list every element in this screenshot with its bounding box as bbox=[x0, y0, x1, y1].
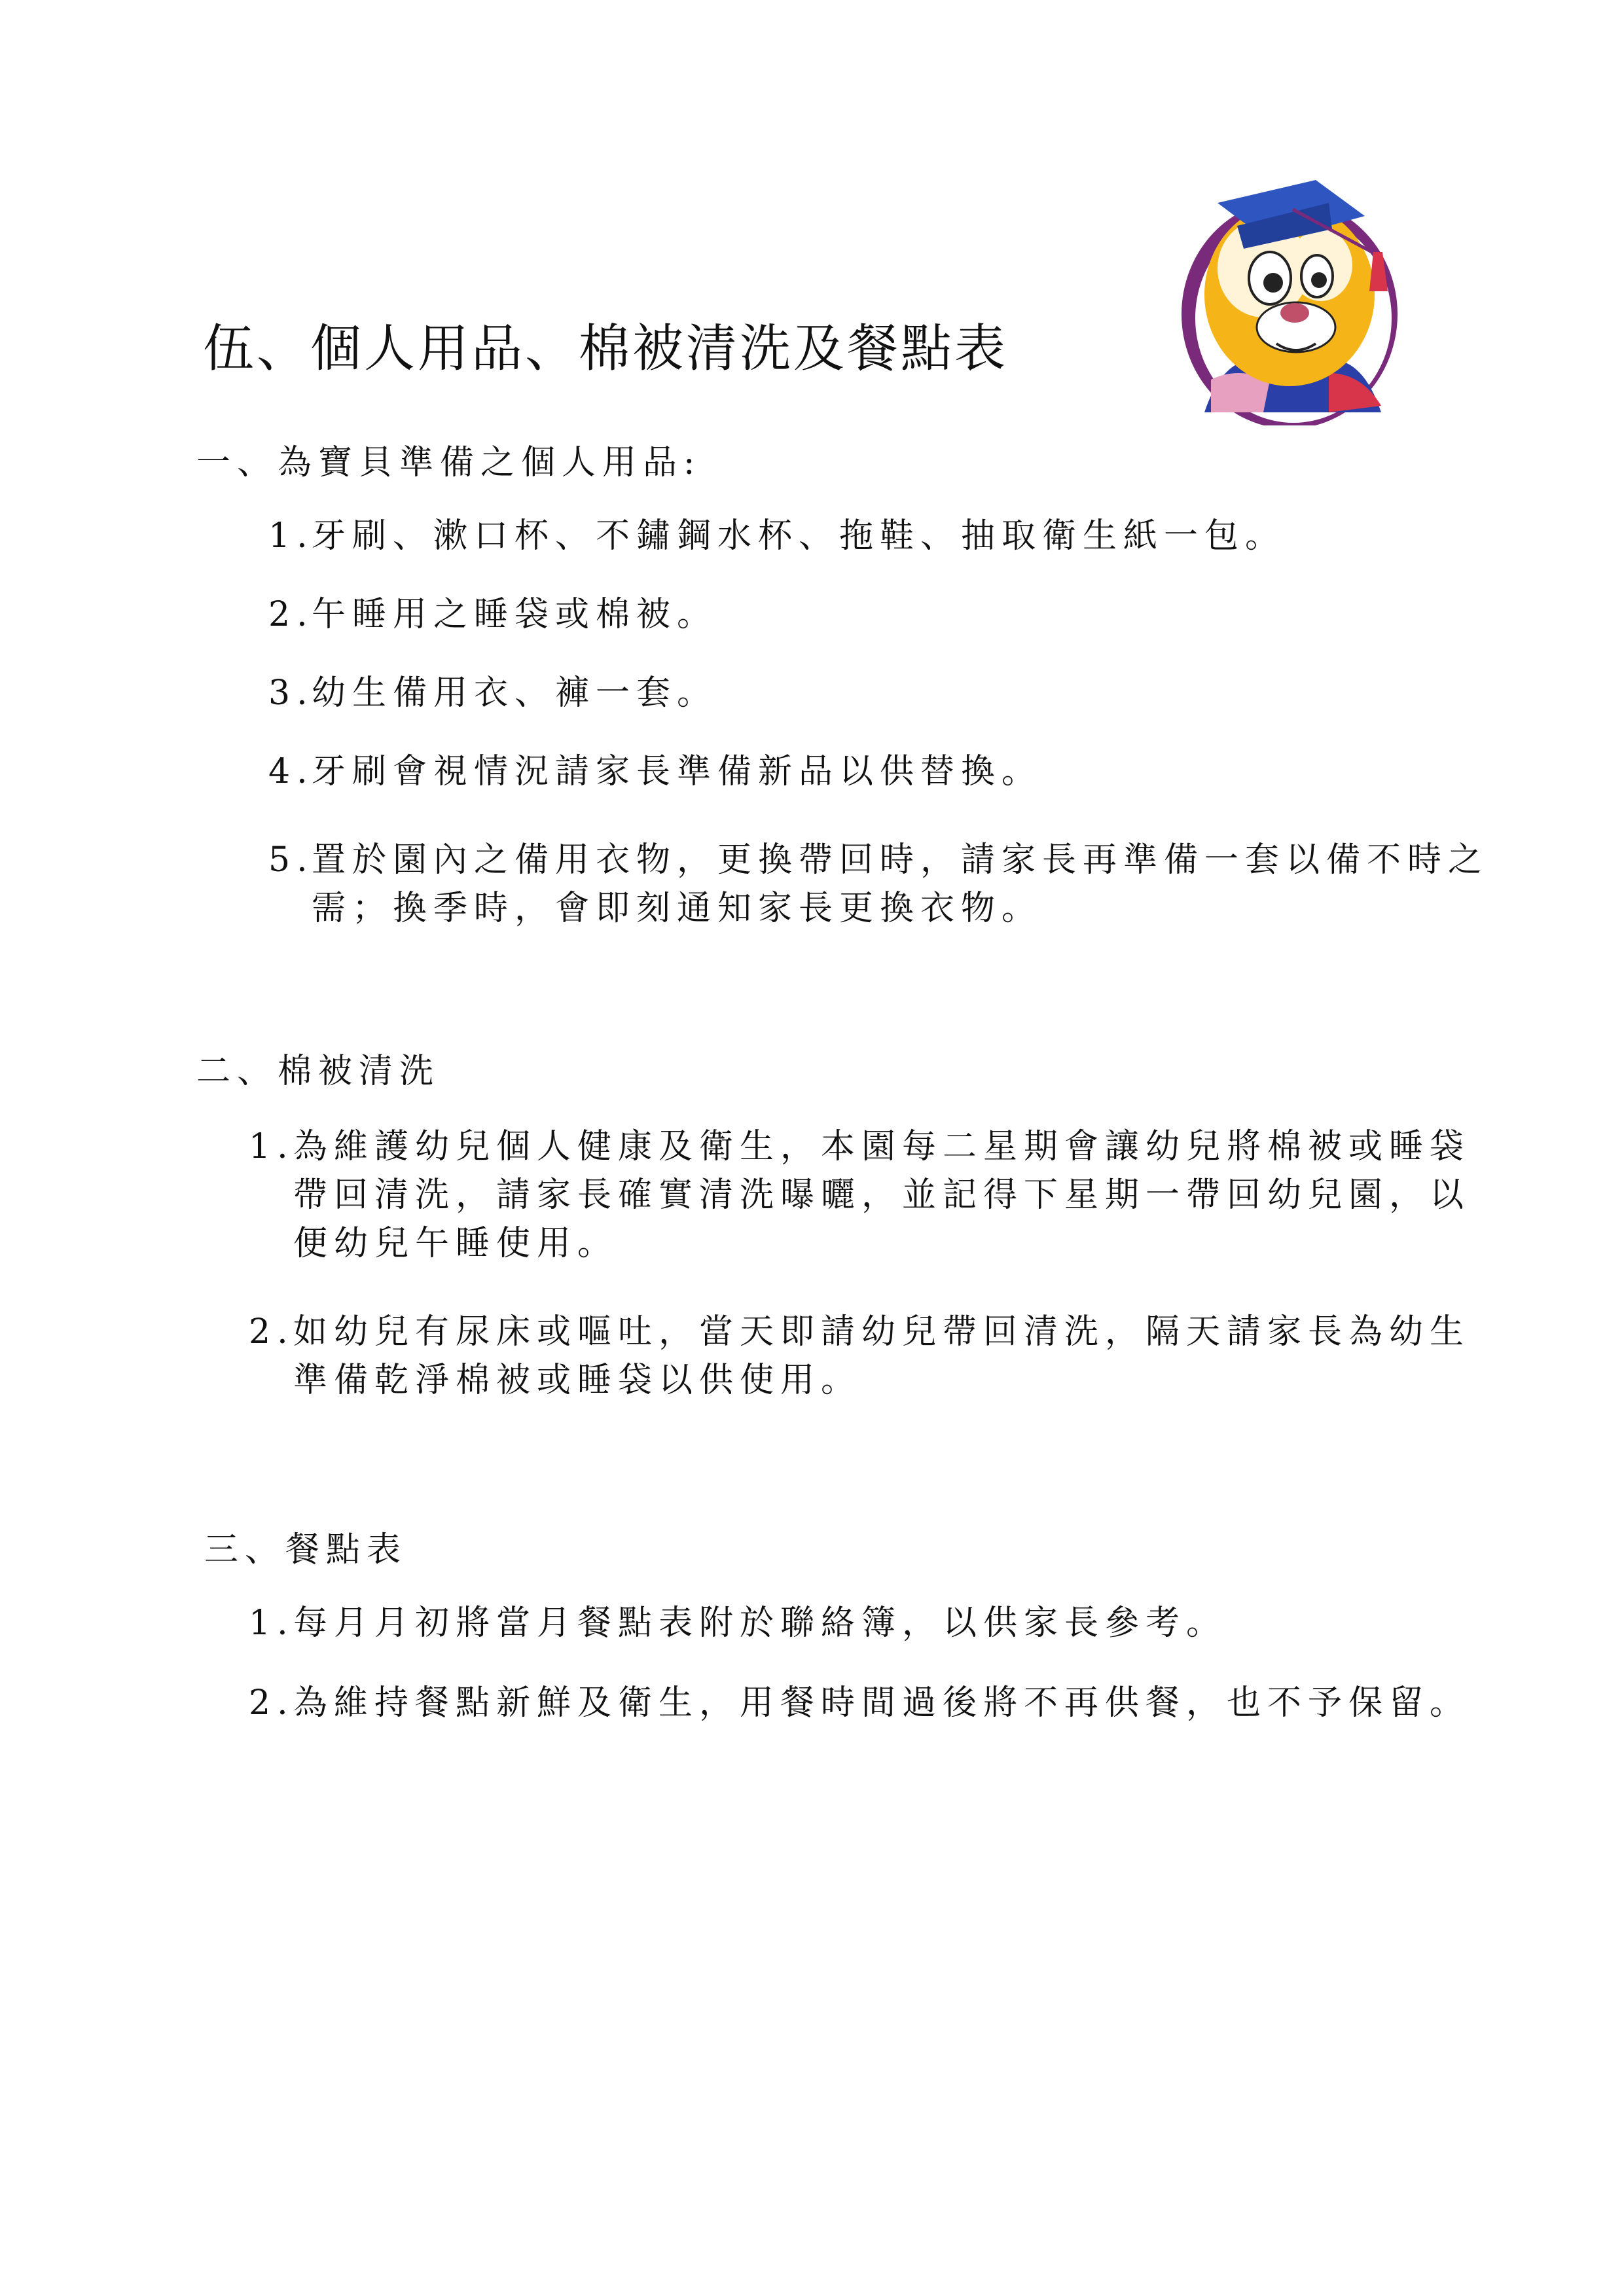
item-text: 為維持餐點新鮮及衛生，用餐時間過後將不再供餐，也不予保留。 bbox=[293, 1683, 1471, 1723]
list-item bbox=[268, 512, 1286, 560]
item-number: 4. bbox=[268, 752, 314, 791]
section-heading-personal-items: 一、為寶貝準備之個人用品: bbox=[196, 443, 702, 482]
item-number: 2. bbox=[268, 595, 314, 634]
list-item bbox=[249, 1122, 1470, 1268]
list-item bbox=[249, 1308, 1470, 1405]
item-number: 2. bbox=[249, 1312, 295, 1352]
item-text: 準備乾淨棉被或睡袋以供使用。 bbox=[293, 1361, 862, 1400]
item-text: 為維護幼兒個人健康及衛生，本園每二星期會讓幼兒將棉被或睡袋 bbox=[293, 1127, 1471, 1166]
item-number: 1. bbox=[249, 1127, 295, 1166]
item-number: 3. bbox=[268, 673, 314, 713]
item-number: 1. bbox=[249, 1604, 295, 1643]
item-text: 如幼兒有尿床或嘔吐，當天即請幼兒帶回清洗，隔天請家長為幼生 bbox=[293, 1312, 1471, 1352]
item-text: 牙刷會視情況請家長準備新品以供替換。 bbox=[312, 752, 1043, 791]
list-item bbox=[268, 836, 1489, 933]
item-text: 每月月初將當月餐點表附於聯絡簿，以供家長參考。 bbox=[293, 1604, 1227, 1643]
list-item bbox=[268, 590, 717, 639]
section-heading-quilt-washing: 二、棉被清洗 bbox=[196, 1052, 441, 1091]
item-text: 牙刷、漱口杯、不鏽鋼水杯、拖鞋、抽取衛生紙一包。 bbox=[312, 516, 1286, 556]
page-title: 伍、個人用品、棉被清洗及餐點表 bbox=[203, 319, 1009, 378]
item-text: 帶回清洗，請家長確實清洗曝曬，並記得下星期一帶回幼兒園，以 bbox=[293, 1175, 1471, 1215]
section-heading-meal-schedule: 三、餐點表 bbox=[204, 1530, 408, 1570]
item-text: 需；換季時，會即刻通知家長更換衣物。 bbox=[312, 889, 1043, 928]
list-item bbox=[268, 747, 1042, 796]
list-item bbox=[268, 669, 717, 717]
item-number: 2. bbox=[249, 1683, 295, 1723]
lion-graduate-mascot-icon bbox=[1165, 164, 1414, 425]
list-item bbox=[249, 1679, 1470, 1727]
item-text: 置於園內之備用衣物，更換帶回時，請家長再準備一套以備不時之 bbox=[312, 840, 1489, 880]
item-number: 1. bbox=[268, 516, 314, 556]
list-item bbox=[249, 1599, 1227, 1647]
item-text: 午睡用之睡袋或棉被。 bbox=[312, 595, 718, 634]
item-text: 幼生備用衣、褲一套。 bbox=[312, 673, 718, 713]
item-text: 便幼兒午睡使用。 bbox=[293, 1224, 619, 1263]
item-number: 5. bbox=[268, 840, 314, 880]
